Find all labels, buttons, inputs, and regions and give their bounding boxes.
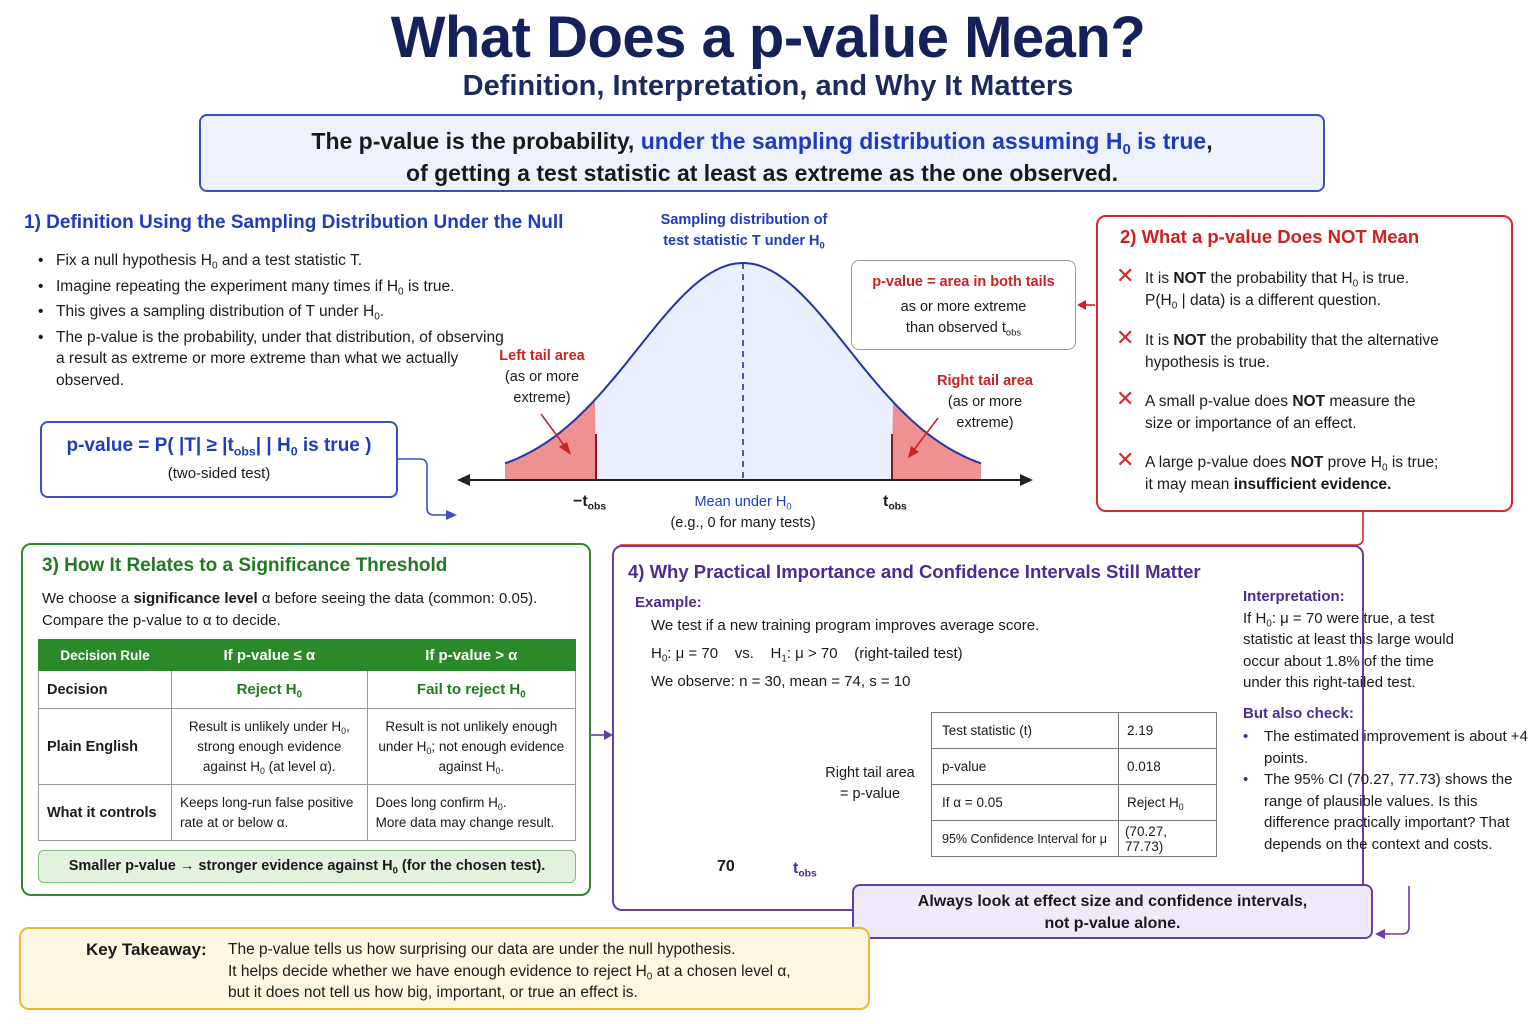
pos-t-obs-label: $t_{obs}$ xyxy=(883,493,907,513)
mini-mean-label: 70 xyxy=(717,858,735,875)
not-mean-item: ✕ It is NOT the probability that the alternative hypothesis is true. xyxy=(1116,325,1439,371)
chart-title: Sampling distribution of test statistic T under $H_0$ xyxy=(660,212,828,251)
example-text: We test if a new training program improves average score. xyxy=(651,617,1040,634)
section4-heading: 4) Why Practical Importance and Confidence Intervals Still Matter xyxy=(628,561,1201,582)
tail-area-note: p-value = area in both tails as or more extreme than observed $t_{obs}$ xyxy=(851,260,1076,350)
check-list xyxy=(1243,726,1528,855)
tailbox-arrowhead xyxy=(1077,300,1086,310)
check-item: • The estimated improvement is about +4 points. xyxy=(1243,726,1528,769)
section3-intro: We choose a significance level α before seeing the data (common: 0.05). Compare the p-value to α to decide. xyxy=(42,590,538,629)
definition-line-1: The p-value is the probability, under the sampling distribution assuming $H_0$ is true, xyxy=(311,128,1213,159)
right-tail-label: Right tail area (as or more extreme) xyxy=(937,373,1033,431)
table-row: p-value 0.018 xyxy=(932,749,1217,785)
always-look-box: Always look at effect size and confidence intervals, not p-value alone. xyxy=(852,884,1373,939)
x-axis-arrow-left xyxy=(457,474,470,486)
mini-t-obs-label: $t_{obs}$ xyxy=(793,860,817,880)
table-row: 95% Confidence Interval for μ (70.27, 77.73) xyxy=(932,821,1217,857)
key-takeaway-text: The p-value tells us how surprising our data are under the null hypothesis. It helps decide whether we have enough evidence to reject $H_0$ at a chosen level α, but it does not tell us how big, important, or true an effect is. xyxy=(228,941,791,1001)
decision-table xyxy=(38,639,576,841)
table-header: If p-value > α xyxy=(367,640,575,671)
check-item: • The 95% CI (70.27, 77.73) shows the range of plausible values. Is this difference practically important? That depends on the context and costs. xyxy=(1243,769,1528,855)
section1-bullet: • The p-value is the probability, under that distribution, of observing a result as extreme or more extreme than what we actually observed. xyxy=(38,327,508,392)
table-row: Plain English Result is unlikely under $H_0$, strong enough evidence against $H_0$ (at level α). Result is not unlikely enough under $H_0$; not enough evidence against $H_0$. xyxy=(39,709,576,785)
section3-footer: Smaller p-value → stronger evidence against $H_0$ (for the chosen test). xyxy=(38,850,576,883)
table-row: If α = 0.05 Reject $H_0$ xyxy=(932,785,1217,821)
section1-bullet: • This gives a sampling distribution of T under $H_0$. xyxy=(38,301,508,323)
p-value-formula: p-value = P( $|T| \ge |t_{obs}|$ | $H_0$ is true ) xyxy=(66,435,372,459)
mini-tail-label: Right tail area = p-value xyxy=(825,765,915,802)
key-takeaway-label: Key Takeaway: xyxy=(86,940,207,959)
section1-bullet: • Fix a null hypothesis $H_0$ and a test statistic T. xyxy=(38,250,508,272)
results-table xyxy=(931,712,1217,857)
section3-heading: 3) How It Relates to a Significance Threshold xyxy=(42,555,448,576)
table-header-row xyxy=(39,640,576,671)
formula-connector xyxy=(398,459,448,515)
always-connector xyxy=(1383,886,1409,934)
not-mean-item: ✕ A small p-value does NOT measure the size or importance of an effect. xyxy=(1116,386,1416,432)
x-icon: ✕ xyxy=(1116,386,1135,411)
neg-t-obs-label: $-t_{obs}$ xyxy=(573,493,607,513)
table-header: Decision Rule xyxy=(39,640,172,671)
formula-connector-arrowhead xyxy=(446,510,457,520)
table-row: What it controls Keeps long-run false positive rate at or below α. Does long confirm $H_0$. More data may change result. xyxy=(39,785,576,841)
section2-heading: 2) What a p-value Does NOT Mean xyxy=(1120,226,1420,247)
table-header: If p-value ≤ α xyxy=(172,640,368,671)
page-title: What Does a p-value Mean? xyxy=(390,5,1146,70)
table-row: Decision Reject $H_0$ Fail to reject $H_0$ xyxy=(39,671,576,709)
x-icon: ✕ xyxy=(1116,263,1135,288)
page-subtitle: Definition, Interpretation, and Why It Matters xyxy=(462,70,1074,102)
section1-bullet: • Imagine repeating the experiment many times if $H_0$ is true. xyxy=(38,276,508,298)
x-icon: ✕ xyxy=(1116,447,1135,472)
mean-label: Mean under $H_0$ (e.g., 0 for many tests) xyxy=(670,494,816,531)
definition-line-2: of getting a test statistic at least as extreme as the one observed. xyxy=(406,160,1118,186)
x-axis-arrow-right xyxy=(1020,474,1033,486)
always-connector-arrowhead xyxy=(1375,929,1385,939)
table-row: Test statistic (t) 2.19 xyxy=(932,713,1217,749)
hypotheses: $H_0$: μ = 70 vs. $H_1$: μ > 70 (right-tailed test) xyxy=(651,645,963,665)
not-mean-item: ✕ It is NOT the probability that $H_0$ is true. $P(H_0$ | data) is a different question. xyxy=(1116,263,1410,312)
formula-note: (two-sided test) xyxy=(167,465,271,482)
example-label: Example: xyxy=(635,594,702,611)
left-tail-label: Left tail area (as or more extreme) xyxy=(499,348,585,406)
interpretation: Interpretation: If $H_0$: μ = 70 were true, a test statistic at least this large would occur about 1.8% of the time under this right-tailed test. But also check: • The estimated improvement is about +4 points. • The 95% CI (70.27, 77.73) shows the range of plausible values. Is this difference practically important? That depends on the context and costs. xyxy=(1243,586,1528,855)
x-icon: ✕ xyxy=(1116,325,1135,350)
section1-heading: 1) Definition Using the Sampling Distribution Under the Null xyxy=(24,212,564,233)
observed-data: We observe: n = 30, mean = 74, s = 10 xyxy=(651,673,911,690)
not-mean-item: ✕ A large p-value does NOT prove $H_0$ is true; it may mean insufficient evidence. xyxy=(1116,447,1439,493)
